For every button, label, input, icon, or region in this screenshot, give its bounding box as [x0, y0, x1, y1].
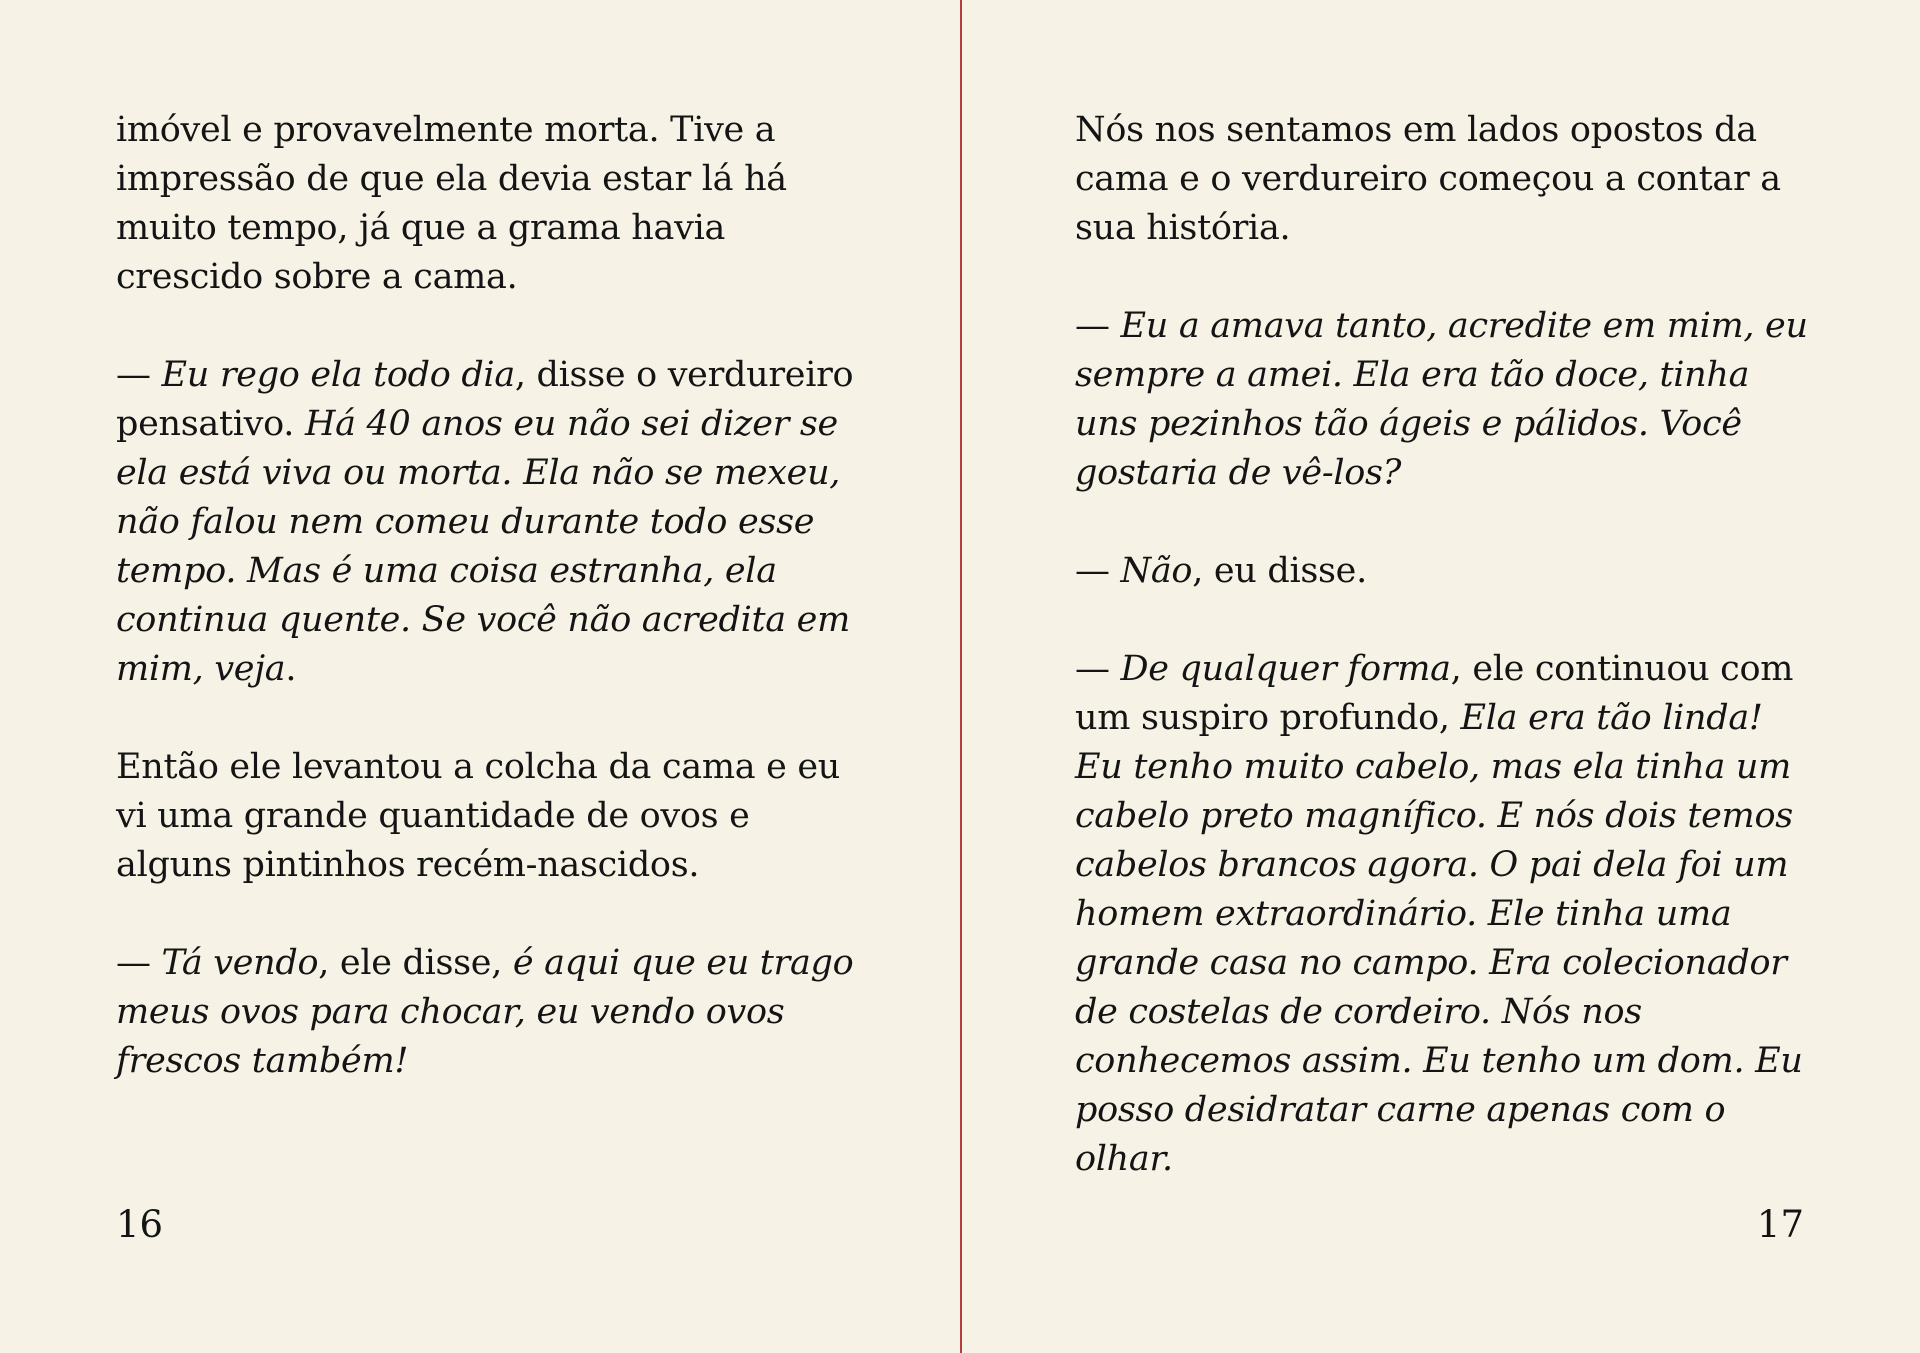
page-number-right: 17	[1756, 1203, 1804, 1246]
paragraph	[116, 743, 856, 890]
text-run: —	[1075, 551, 1121, 591]
right-page	[1075, 106, 1811, 1233]
italic-text-run: Há 40 anos eu não sei dizer se ela está viva ou morta. Ela não se mexeu, não falou nem comeu durante todo esse tempo. Mas é uma coisa estranha, ela continua quente. Se você não acredita em mim, veja	[116, 404, 850, 689]
paragraph	[116, 939, 856, 1086]
text-run: , disse o verdureiro pensativo.	[116, 355, 854, 444]
text-run: —	[116, 943, 162, 983]
paragraph	[116, 106, 856, 302]
italic-text-run: é aqui que eu trago meus ovos para chocar, eu vendo ovos frescos também!	[116, 943, 854, 1081]
left-page	[116, 106, 856, 1135]
text-run: Então ele levantou a colcha da cama e eu vi uma grande quantidade de ovos e alguns pintinhos recém-nascidos.	[116, 747, 840, 885]
paragraph	[1075, 106, 1811, 253]
paragraph	[116, 351, 856, 694]
book-spine-divider	[960, 0, 962, 1353]
italic-text-run: Eu rego ela todo dia	[161, 355, 515, 395]
paragraph	[1075, 547, 1811, 596]
paragraph	[1075, 645, 1811, 1184]
page-number-left: 16	[116, 1203, 164, 1246]
text-run: imóvel e provavelmente morta. Tive a impressão de que ela devia estar lá há muito tempo, já que a grama havia crescido sobre a cama.	[116, 110, 787, 297]
italic-text-run: Não	[1120, 551, 1193, 591]
text-run: —	[116, 355, 162, 395]
text-run: , ele continuou com um suspiro profundo,	[1075, 649, 1794, 738]
italic-text-run: Eu a amava tanto, acredite em mim, eu sempre a amei. Ela era tão doce, tinha uns pezinhos tão ágeis e pálidos. Você gostaria de vê-los?	[1075, 306, 1808, 493]
paragraph	[1075, 302, 1811, 498]
text-run: —	[1075, 306, 1121, 346]
text-run: —	[1075, 649, 1121, 689]
italic-text-run: De qualquer forma	[1120, 649, 1451, 689]
italic-text-run: Tá vendo	[161, 943, 319, 983]
text-run: Nós nos sentamos em lados opostos da cama e o verdureiro começou a contar a sua história.	[1075, 110, 1781, 248]
text-run: , eu disse.	[1192, 551, 1367, 591]
text-run: .	[285, 649, 297, 689]
text-run: , ele disse,	[318, 943, 513, 983]
italic-text-run: Ela era tão linda! Eu tenho muito cabelo, mas ela tinha um cabelo preto magnífico. E nós dois temos cabelos brancos agora. O pai dela foi um homem extraordinário. Ele tinha uma grande casa no campo. Era colecionador de costelas de cordeiro. Nós nos conhecemos assim. Eu tenho um dom. Eu posso desidratar carne apenas com o olhar.	[1075, 698, 1803, 1179]
